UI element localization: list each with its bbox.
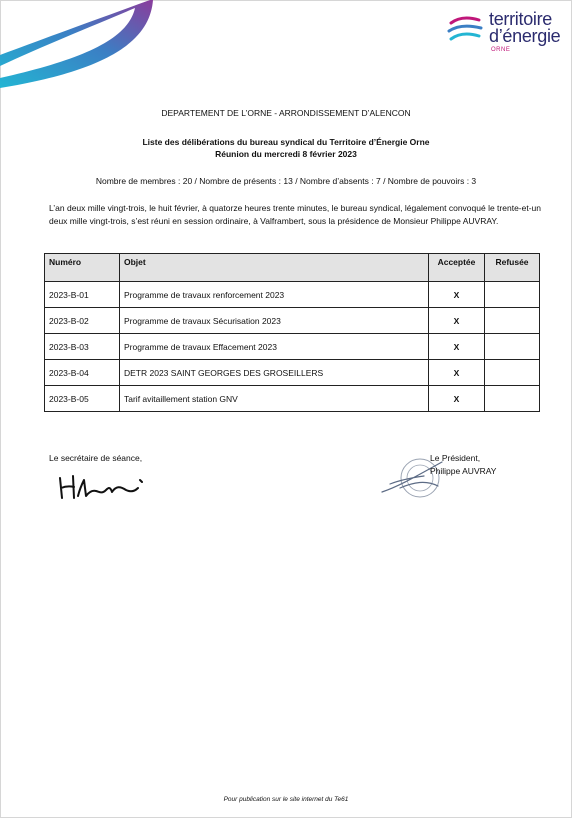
- table-row: [45, 386, 540, 412]
- row-object: Programme de travaux renforcement 2023: [120, 282, 429, 308]
- president-signature-stamp: [380, 458, 450, 502]
- header-refused: Refusée: [485, 254, 540, 282]
- row-refused: [485, 282, 540, 308]
- document-title: Liste des délibérations du bureau syndical du Territoire d’Énergie Orne: [142, 137, 430, 147]
- row-number: 2023-B-05: [45, 386, 120, 412]
- president-label: Le Président,: [430, 453, 481, 463]
- president-name: Philippe AUVRAY: [430, 466, 497, 476]
- row-object: DETR 2023 SAINT GEORGES DES GROSEILLERS: [120, 360, 429, 386]
- intro-paragraph: L’an deux mille vingt-trois, le huit février, à quatorze heures trente minutes, le bureau syndical, légalement convoqué le trente-et-un deux mille vingt-trois, s’est réuni en session ordinaire, à Valframbert, sous la présidence de Monsieur Philippe AUVRAY.: [49, 203, 541, 226]
- secretary-label: Le secrétaire de séance,: [49, 453, 143, 463]
- table-row: [45, 308, 540, 334]
- row-number: 2023-B-02: [45, 308, 120, 334]
- row-object: Programme de travaux Effacement 2023: [120, 334, 429, 360]
- header-accepted: Acceptée: [429, 254, 485, 282]
- table-row: [45, 360, 540, 386]
- row-refused: [485, 386, 540, 412]
- row-number: 2023-B-04: [45, 360, 120, 386]
- deliberations-table: [44, 253, 540, 412]
- table-row: [45, 282, 540, 308]
- row-accepted: X: [429, 282, 485, 308]
- row-accepted: X: [429, 308, 485, 334]
- header-number: Numéro: [45, 254, 120, 282]
- row-number: 2023-B-01: [45, 282, 120, 308]
- table-header-row: [45, 254, 540, 282]
- department-heading: DEPARTEMENT DE L’ORNE - ARRONDISSEMENT D’ALENCON: [161, 108, 411, 118]
- attendance-counts: Nombre de membres : 20 / Nombre de présents : 13 / Nombre d’absents : 7 / Nombre de pouvoirs : 3: [95, 176, 477, 186]
- header-swoosh-decoration: [0, 0, 160, 95]
- logo-subtitle: ORNE: [491, 47, 511, 53]
- row-refused: [485, 334, 540, 360]
- row-object: Programme de travaux Sécurisation 2023: [120, 308, 429, 334]
- energy-waves-icon: [445, 14, 485, 48]
- table-row: [45, 334, 540, 360]
- publication-footer: Pour publication sur le site internet du Te61: [223, 796, 349, 803]
- row-accepted: X: [429, 334, 485, 360]
- logo-text-line2: d’énergie: [489, 26, 561, 46]
- territoire-energie-logo: [445, 10, 565, 56]
- row-accepted: X: [429, 360, 485, 386]
- meeting-date: Réunion du mercredi 8 février 2023: [215, 149, 357, 159]
- header-object: Objet: [120, 254, 429, 282]
- logo-text-line1: territoire: [489, 9, 553, 29]
- row-object: Tarif avitaillement station GNV: [120, 386, 429, 412]
- row-refused: [485, 360, 540, 386]
- secretary-signature: [56, 472, 146, 506]
- row-number: 2023-B-03: [45, 334, 120, 360]
- row-refused: [485, 308, 540, 334]
- row-accepted: X: [429, 386, 485, 412]
